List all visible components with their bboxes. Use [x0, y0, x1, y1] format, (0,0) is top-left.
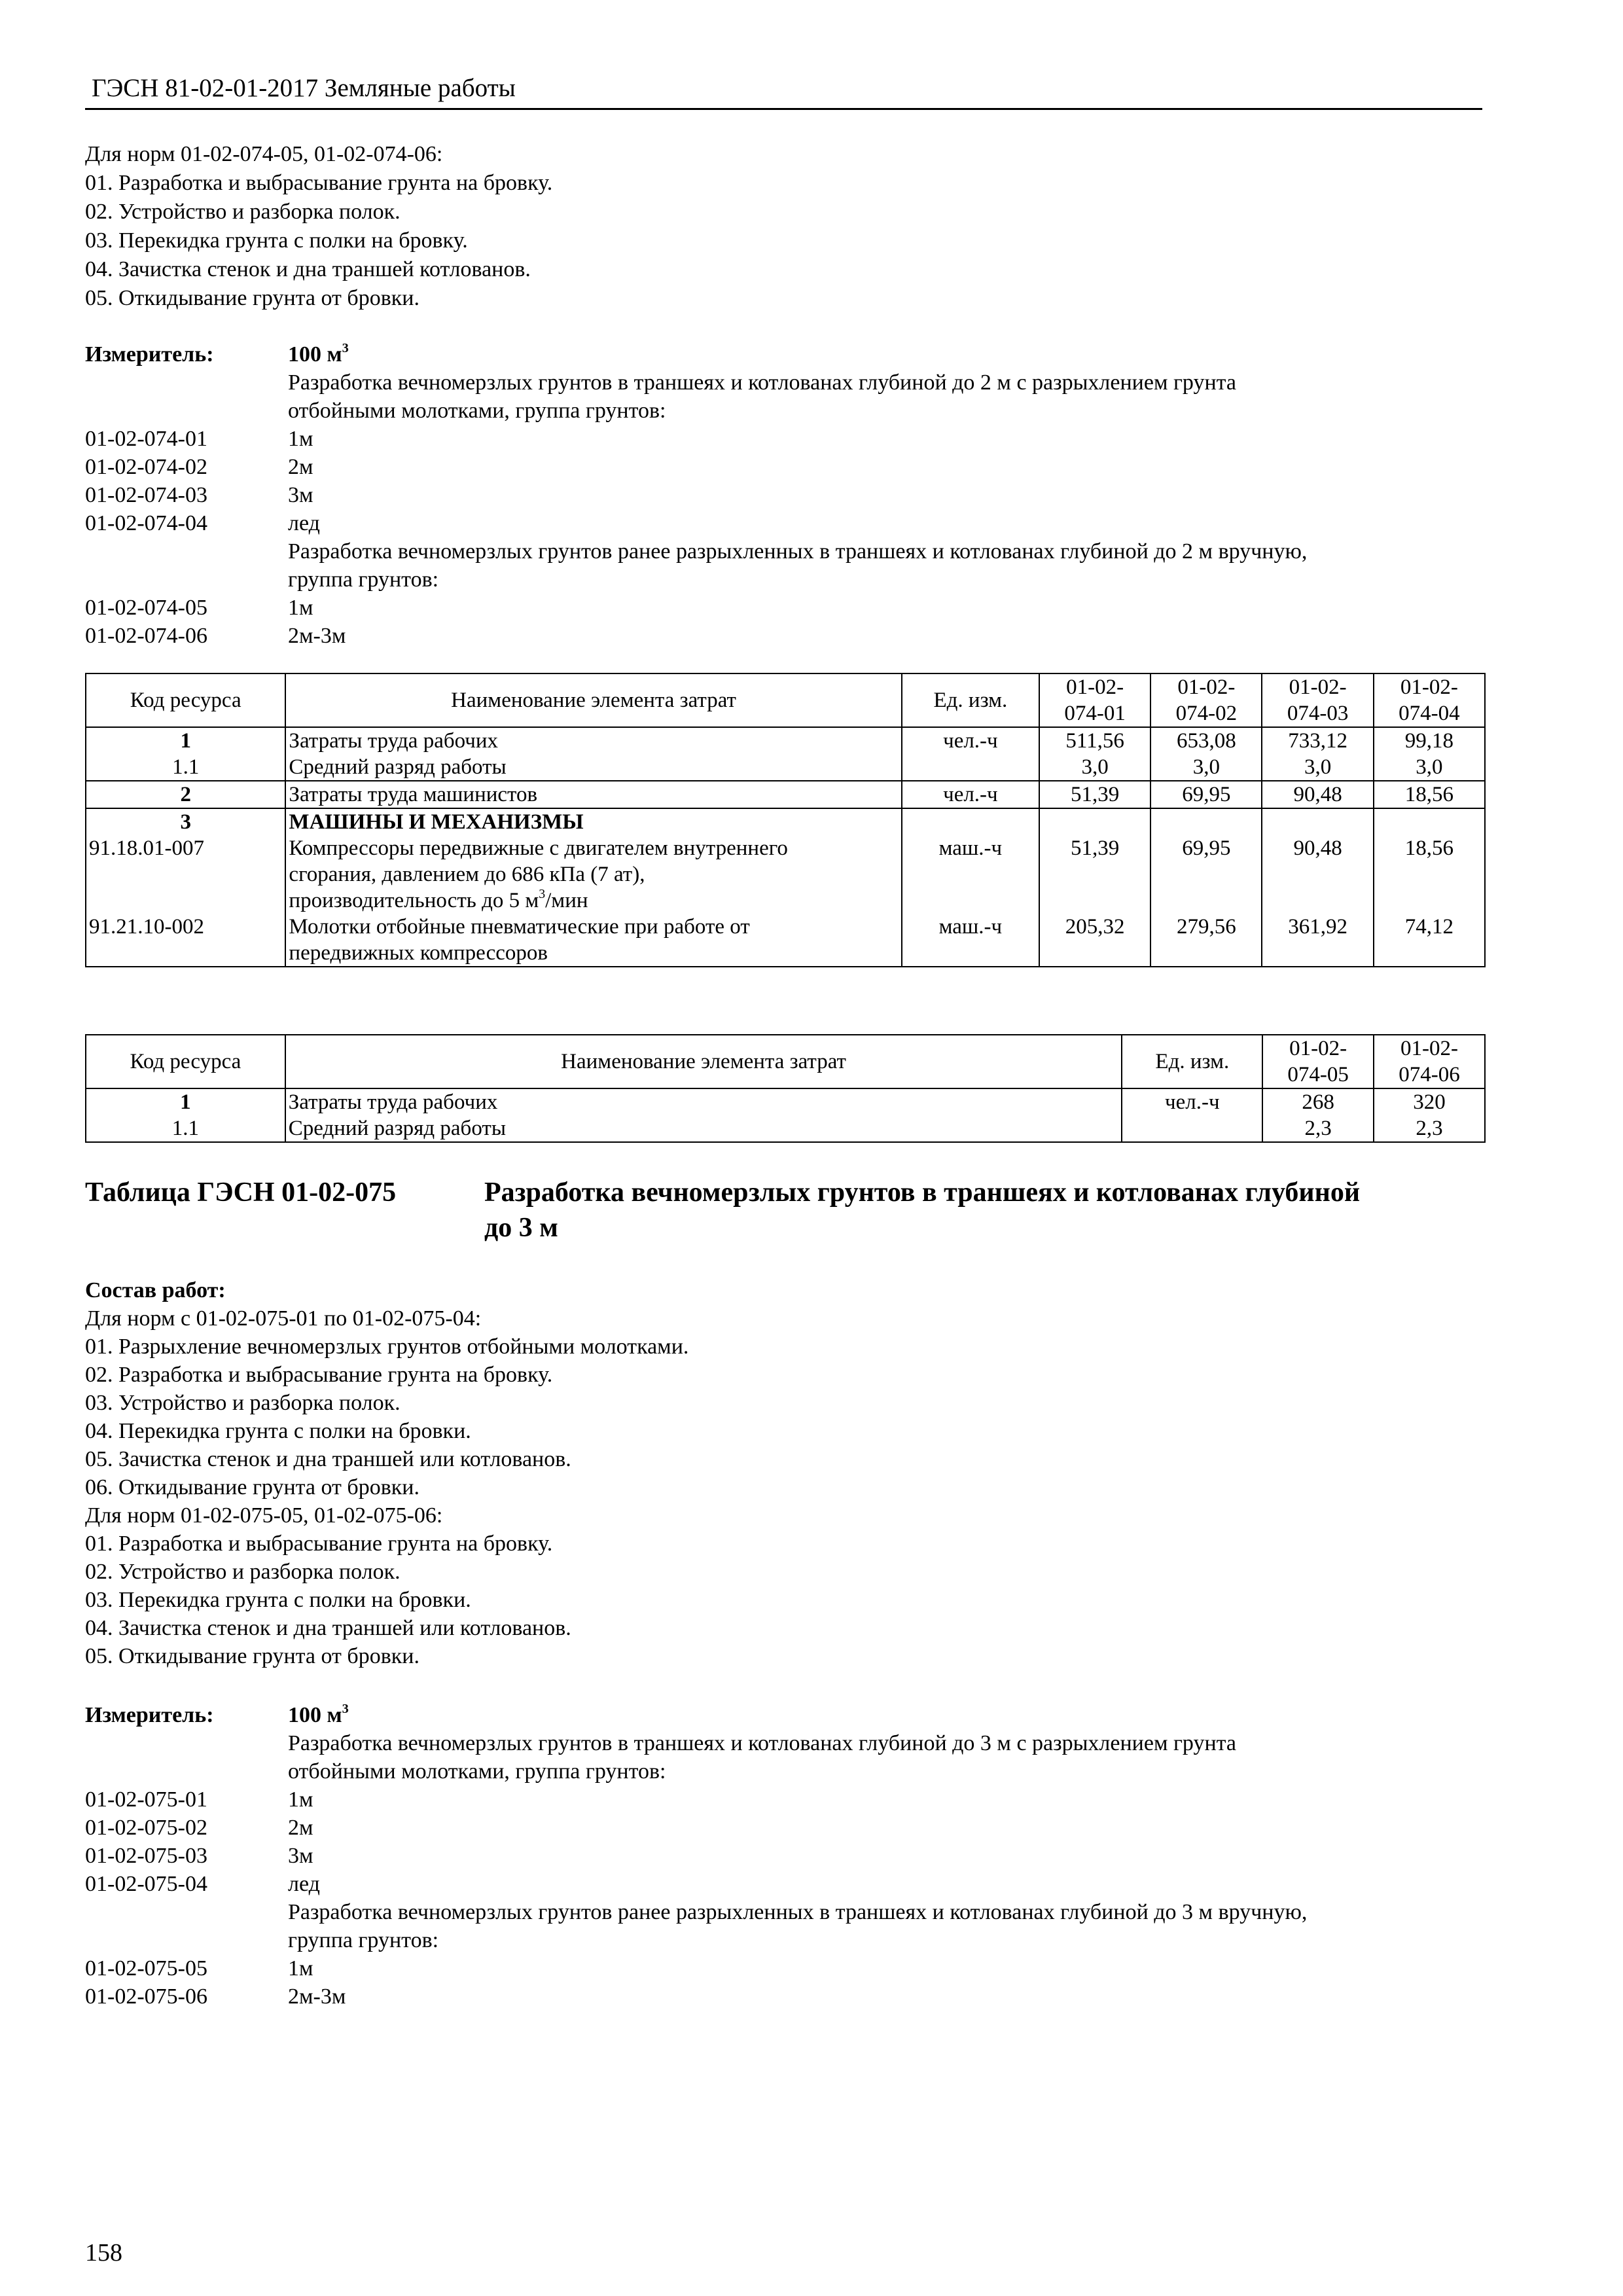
cell-value: 99,18: [1374, 727, 1485, 754]
cell-unit: [902, 808, 1039, 835]
cell-code: 1: [86, 727, 285, 754]
cell-value: [1039, 808, 1150, 835]
norm-code: 01-02-074-03: [85, 483, 207, 507]
cell-unit: маш.-ч: [902, 914, 1039, 967]
cell-name: Средний разряд работы: [285, 754, 901, 781]
composition-line: 05. Зачистка стенок и дна траншей или котлованов.: [85, 1447, 571, 1471]
measure-label: Измеритель:: [85, 342, 214, 367]
table-row: [86, 808, 1485, 835]
cell-value: [1374, 808, 1485, 835]
norm-name: 1м: [288, 427, 313, 451]
norm-code: 01-02-074-01: [85, 427, 207, 451]
cell-name: Затраты труда рабочих: [285, 727, 901, 754]
norm-code: 01-02-074-04: [85, 511, 207, 535]
section-title-line: до 3 м: [484, 1213, 558, 1243]
header-code: Код ресурса: [86, 1035, 285, 1088]
cell-code: 91.21.10-002: [86, 914, 285, 967]
cell-value: 511,56: [1039, 727, 1150, 754]
norm-name: 2м-3м: [288, 624, 346, 648]
cell-value: 279,56: [1150, 914, 1262, 967]
table-row: [86, 781, 1485, 808]
cell-name: Молотки отбойные пневматические при работе от передвижных компрессоров: [285, 914, 901, 967]
cell-value: 18,56: [1374, 835, 1485, 914]
intro-line: 01. Разработка и выбрасывание грунта на бровку.: [85, 171, 553, 195]
norm-name: 3м: [288, 483, 313, 507]
cell-value: 74,12: [1374, 914, 1485, 967]
cell-value: 3,0: [1374, 754, 1485, 781]
cell-code: 2: [86, 781, 285, 808]
header-norm: 01-02- 074-01: [1039, 673, 1150, 727]
group-description: отбойными молотками, группа грунтов:: [288, 399, 666, 423]
cell-value: 205,32: [1039, 914, 1150, 967]
group-description: Разработка вечномерзлых грунтов в траншеях и котлованах глубиной до 2 м с разрыхлением грунта: [288, 370, 1237, 395]
cell-value: 3,0: [1262, 754, 1373, 781]
cell-value: 18,56: [1374, 781, 1485, 808]
header-name: Наименование элемента затрат: [285, 1035, 1122, 1088]
measure-unit: 100 $м^3$: [288, 1701, 349, 1727]
header-unit: Ед. изм.: [1122, 1035, 1262, 1088]
composition-line: Для норм с 01-02-075-01 по 01-02-075-04:: [85, 1306, 482, 1331]
header-norm: 01-02- 074-04: [1374, 673, 1485, 727]
composition-line: 03. Устройство и разборка полок.: [85, 1391, 401, 1415]
intro-line: 05. Откидывание грунта от бровки.: [85, 286, 419, 310]
table-row: [86, 727, 1485, 754]
cell-value: [1150, 808, 1262, 835]
section-title-line: Разработка вечномерзлых грунтов в траншеях и котлованах глубиной: [484, 1177, 1361, 1208]
cell-value: 2,3: [1262, 1115, 1374, 1142]
resource-table-074-05-06: [85, 1034, 1486, 1143]
cell-value: 268: [1262, 1088, 1374, 1115]
page-header-title: ГЭСН 81-02-01-2017 Земляные работы: [92, 74, 516, 102]
cell-unit: чел.-ч: [902, 781, 1039, 808]
norm-code: 01-02-075-05: [85, 1956, 207, 1981]
cell-name: Компрессоры передвижные с двигателем внутреннего сгорания, давлением до 686 кПа (7 ат), производительность до 5 $м^3$/мин: [285, 835, 901, 914]
header-norm: 01-02- 074-02: [1150, 673, 1262, 727]
composition-label: Состав работ:: [85, 1278, 226, 1302]
cell-unit: чел.-ч: [1122, 1088, 1262, 1115]
cell-unit: [902, 754, 1039, 781]
norm-name: 2м: [288, 455, 313, 479]
norm-code: 01-02-075-06: [85, 1984, 207, 2009]
cell-unit: [1122, 1115, 1262, 1142]
intro-line: 02. Устройство и разборка полок.: [85, 200, 401, 224]
norm-name: лед: [288, 511, 320, 535]
group-description: отбойными молотками, группа грунтов:: [288, 1759, 666, 1784]
table-row: [86, 914, 1485, 967]
cell-value: 90,48: [1262, 781, 1373, 808]
composition-line: 01. Разрыхление вечномерзлых грунтов отбойными молотками.: [85, 1335, 689, 1359]
cell-value: 2,3: [1374, 1115, 1485, 1142]
norm-name: 3м: [288, 1844, 313, 1868]
cell-value: 320: [1374, 1088, 1485, 1115]
group-description: Разработка вечномерзлых грунтов ранее разрыхленных в траншеях и котлованах глубиной до 3 м вручную,: [288, 1900, 1308, 1924]
cell-value: 3,0: [1039, 754, 1150, 781]
norm-code: 01-02-075-04: [85, 1872, 207, 1896]
composition-line: 04. Перекидка грунта с полки на бровки.: [85, 1419, 471, 1443]
cell-code: 3: [86, 808, 285, 835]
table-row: [86, 1115, 1485, 1142]
table-header-row: [86, 673, 1485, 727]
composition-line: 02. Разработка и выбрасывание грунта на бровку.: [85, 1363, 553, 1387]
header-code: Код ресурса: [86, 673, 285, 727]
composition-line: 03. Перекидка грунта с полки на бровки.: [85, 1588, 471, 1612]
header-rule: [85, 108, 1482, 110]
cell-name: Средний разряд работы: [285, 1115, 1122, 1142]
cell-code: 91.18.01-007: [86, 835, 285, 914]
header-name: Наименование элемента затрат: [285, 673, 901, 727]
norm-code: 01-02-075-03: [85, 1844, 207, 1868]
group-description: Разработка вечномерзлых грунтов ранее разрыхленных в траншеях и котлованах глубиной до 2 м вручную,: [288, 539, 1308, 564]
norm-code: 01-02-074-02: [85, 455, 207, 479]
norm-code: 01-02-074-05: [85, 596, 207, 620]
table-row: [86, 1088, 1485, 1115]
cell-value: 90,48: [1262, 835, 1373, 914]
cell-value: 733,12: [1262, 727, 1373, 754]
cell-code: 1.1: [86, 1115, 285, 1142]
cell-name: Затраты труда машинистов: [285, 781, 901, 808]
measure-label: Измеритель:: [85, 1703, 214, 1727]
group-description: группа грунтов:: [288, 1928, 439, 1952]
composition-line: 05. Откидывание грунта от бровки.: [85, 1644, 419, 1668]
header-unit: Ед. изм.: [902, 673, 1039, 727]
norm-name: лед: [288, 1872, 320, 1896]
page-number: 158: [85, 2239, 122, 2267]
norm-name: 1м: [288, 596, 313, 620]
cell-name: МАШИНЫ И МЕХАНИЗМЫ: [285, 808, 901, 835]
norm-code: 01-02-075-02: [85, 1816, 207, 1840]
group-description: группа грунтов:: [288, 567, 439, 592]
composition-line: 04. Зачистка стенок и дна траншей или котлованов.: [85, 1616, 571, 1640]
cell-name: Затраты труда рабочих: [285, 1088, 1122, 1115]
intro-line: 04. Зачистка стенок и дна траншей котлованов.: [85, 257, 531, 281]
cell-value: 653,08: [1150, 727, 1262, 754]
cell-value: 69,95: [1150, 835, 1262, 914]
composition-line: 06. Откидывание грунта от бровки.: [85, 1475, 419, 1499]
cell-value: 361,92: [1262, 914, 1373, 967]
cell-value: 51,39: [1039, 835, 1150, 914]
norm-name: 1м: [288, 1956, 313, 1981]
composition-line: Для норм 01-02-075-05, 01-02-075-06:: [85, 1503, 443, 1528]
cell-unit: чел.-ч: [902, 727, 1039, 754]
cell-unit: маш.-ч: [902, 835, 1039, 914]
measure-unit: 100 $м^3$: [288, 340, 349, 367]
composition-line: 02. Устройство и разборка полок.: [85, 1560, 401, 1584]
table-row: [86, 754, 1485, 781]
table-label: Таблица ГЭСН 01-02-075: [85, 1177, 397, 1208]
norm-name: 1м: [288, 1787, 313, 1812]
composition-line: 01. Разработка и выбрасывание грунта на бровку.: [85, 1532, 553, 1556]
norm-code: 01-02-075-01: [85, 1787, 207, 1812]
cell-value: 69,95: [1150, 781, 1262, 808]
header-norm: 01-02- 074-03: [1262, 673, 1373, 727]
intro-line: 03. Перекидка грунта с полки на бровку.: [85, 228, 468, 253]
cell-value: 51,39: [1039, 781, 1150, 808]
cell-code: 1.1: [86, 754, 285, 781]
group-description: Разработка вечномерзлых грунтов в траншеях и котлованах глубиной до 3 м с разрыхлением грунта: [288, 1731, 1237, 1755]
norm-name: 2м-3м: [288, 1984, 346, 2009]
cell-value: [1262, 808, 1373, 835]
resource-table-074-01-04: [85, 673, 1486, 967]
cell-value: 3,0: [1150, 754, 1262, 781]
table-row: [86, 835, 1485, 914]
norm-code: 01-02-074-06: [85, 624, 207, 648]
cell-code: 1: [86, 1088, 285, 1115]
norm-name: 2м: [288, 1816, 313, 1840]
intro-line: Для норм 01-02-074-05, 01-02-074-06:: [85, 142, 443, 166]
table-header-row: [86, 1035, 1485, 1088]
header-norm: 01-02- 074-05: [1262, 1035, 1374, 1088]
header-norm: 01-02- 074-06: [1374, 1035, 1485, 1088]
